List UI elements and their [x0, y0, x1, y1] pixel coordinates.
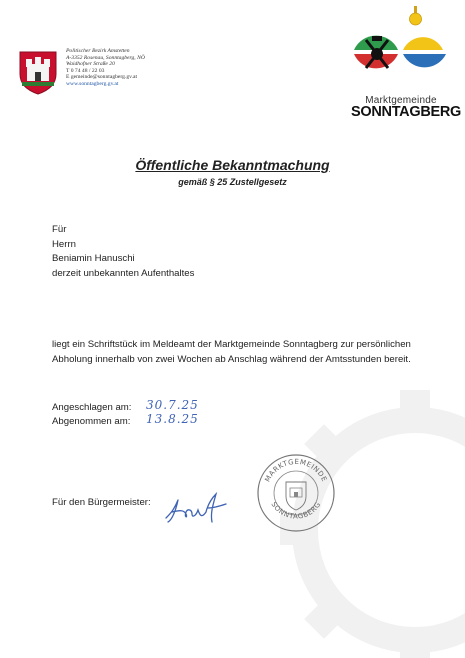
logo-line1: Marktgemeinde	[365, 95, 437, 106]
address-line: A-3352 Rosenau, Sonntagberg, NÖ	[66, 54, 145, 61]
removed-row	[52, 411, 199, 429]
posted-row	[52, 398, 199, 415]
addressee-line: derzeit unbekannten Aufenthaltes	[52, 267, 195, 279]
address-line: T 0 74 48 / 22 03	[66, 67, 105, 74]
notice-body: liegt ein Schriftstück im Meldeamt der Marktgemeinde Sonntagberg zur persönlichen Abholung innerhalb von zwei Wochen ab Anschlag während der Amtsstunden bereit.	[52, 339, 411, 365]
address-line: E gemeinde@sonntagberg.gv.at	[66, 74, 138, 81]
removed-label: Abgenommen am:	[52, 415, 131, 427]
removed-date-handwritten: 13.8.25	[146, 411, 199, 426]
dates-block	[52, 398, 199, 428]
page-subtitle: gemäß § 25 Zustellgesetz	[178, 177, 287, 187]
seal-ring-top-text: MARKTGEMEINDE	[263, 457, 329, 484]
posted-label: Angeschlagen am:	[52, 402, 132, 413]
address-line: Politischer Bezirk Amstetten	[66, 48, 130, 54]
addressee-name: Beniamin Hanuschi	[52, 253, 135, 264]
addressee-line: Für	[52, 224, 67, 235]
handwritten-signature-icon	[160, 488, 232, 528]
addressee-block	[52, 223, 194, 281]
logo-line2: SONNTAGBERG	[351, 104, 462, 120]
page-title: Öffentliche Bekanntmachung	[135, 157, 330, 173]
sonntagberg-logo-icon	[350, 6, 450, 96]
posted-date-handwritten: 30.7.25	[146, 398, 199, 412]
address-line: Waidhofner Straße 20	[66, 61, 115, 68]
municipal-crest-icon	[18, 50, 58, 95]
signature-label: Für den Bürgermeister:	[52, 497, 151, 508]
website-link[interactable]: www.sonntagberg.gv.at	[66, 80, 119, 87]
addressee-line: Herrn	[52, 238, 76, 250]
official-seal-stamp-icon	[255, 452, 337, 534]
municipal-address-block	[66, 48, 145, 88]
seal-ring-bottom-text: SONNTAGBERG	[269, 500, 323, 521]
svg-text:SONNTAGBERG	[269, 500, 322, 520]
